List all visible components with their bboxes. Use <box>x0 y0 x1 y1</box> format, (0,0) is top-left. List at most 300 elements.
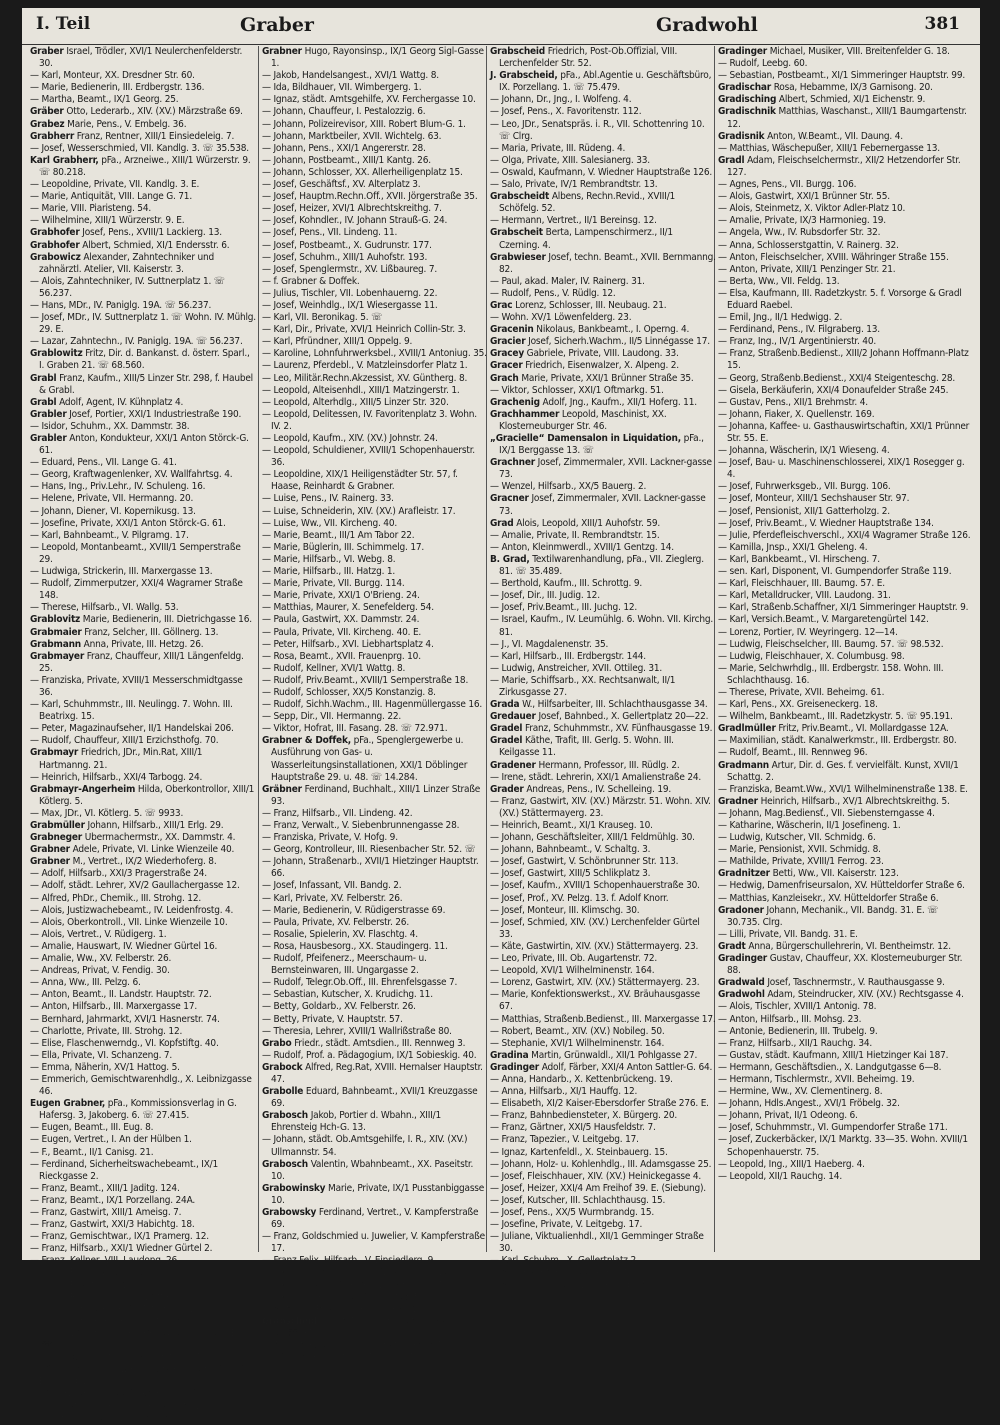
directory-entry <box>490 348 716 360</box>
entry-text: — Maximilian, städt. Kanalwerkmstr., III. Erdbergstr. 80. <box>718 735 957 747</box>
entry-text: — Ignaz, städt. Amtsgehilfe, XV. Ferchergasse 10. <box>262 94 476 106</box>
entry-text: — Alois, Oberkontroll., VII. Linke Wienzeile 10. <box>30 916 228 928</box>
directory-entry <box>490 1159 716 1171</box>
entry-text: — Josef, Geschäftsf., XV. Alterplatz 3. <box>262 179 421 191</box>
directory-entry <box>490 856 716 868</box>
entry-text: — Alois, Tischler, XVIII/1 Antonig. 78. <box>718 1001 877 1013</box>
entry-text: — Viktor, Schlosser, XXI/1 Oftmarkg. 51. <box>490 384 664 396</box>
entry-text: — Anna, Handarb., X. Kettenbrückeng. 19. <box>490 1073 673 1085</box>
entry-text: — Karl, Monteur, XX. Dresdner Str. 60. <box>30 70 195 82</box>
directory-entry <box>718 711 972 723</box>
entry-text: — Rudolf, Pfeifenerz., Meerschaum- u. Bernsteinwaren, III. Ungargasse 2. <box>262 953 427 977</box>
directory-entry <box>262 1001 488 1013</box>
directory-entry <box>262 203 488 215</box>
directory-entry <box>718 82 972 94</box>
entry-name: Gradener <box>490 759 536 771</box>
entry-text: — Josef, Weinhdlg., IX/1 Wiesergasse 11. <box>262 299 438 311</box>
entry-text: — Rudolf, Pens., V. Rüdlg. 12. <box>490 287 616 299</box>
directory-entry <box>262 989 488 1001</box>
entry-name: Gradlmüller <box>718 723 776 735</box>
entry-text: — Mathilde, Private, XVIII/1 Ferrog. 23. <box>718 856 884 868</box>
directory-entry <box>490 663 716 675</box>
directory-entry <box>30 989 256 1001</box>
entry-text: — Josef, Prof., XV. Pelzg. 13. f. Adolf Knorr. <box>490 892 669 904</box>
directory-entry <box>30 1074 256 1098</box>
directory-entry <box>718 808 972 820</box>
entry-text: Franz, Schuhmmstr., XV. Fünfhausgasse 19. <box>525 723 713 735</box>
directory-entry <box>30 602 256 614</box>
directory-entry <box>262 106 488 118</box>
directory-entry <box>262 264 488 276</box>
entry-name: Grabmayer <box>30 650 85 662</box>
entry-text: — Hedwig, Damenfriseursalon, XV. Hütteldorfer Straße 6. <box>718 880 965 892</box>
directory-entry <box>262 929 488 941</box>
directory-entry <box>718 106 972 130</box>
entry-text: — Karl, Schuhmmstr., III. Neulingg. 7. Wohn. III. Beatrixg. 15. <box>30 699 233 723</box>
entry-text: — Franz, Hilfsarb., XII/1 Rauchg. 34. <box>718 1037 873 1049</box>
entry-text: — Franz, Hilfsarb., VII. Lindeng. 42. <box>262 807 413 819</box>
entry-name: Grabner & Doffek, <box>262 735 351 747</box>
entry-text: — Alois, Steinmetz, X. Viktor Adler-Platz 10. <box>718 203 906 215</box>
entry-text: Marie, Bedienerin, III. Dietrichgasse 16. <box>82 614 252 626</box>
entry-name: Grabosch <box>262 1110 309 1122</box>
entry-name: Grabmaier <box>30 626 82 638</box>
entry-text: — Rosa, Hausbesorg., XX. Staudingerg. 11. <box>262 940 448 952</box>
directory-entry <box>490 493 716 517</box>
entry-text: — Max, JDr., VI. Kötlerg. 5. ☏ 9933. <box>30 807 184 819</box>
directory-entry <box>30 518 256 530</box>
entry-text: Friedrich, Eisenwalzer, X. Alpeng. 2. <box>525 360 679 372</box>
entry-text: Anton, Kondukteur, XXI/1 Anton Störck-G. 61. <box>39 433 249 457</box>
directory-entry <box>30 409 256 421</box>
directory-entry <box>262 651 488 663</box>
entry-text: — Josef, Gastwirt, V. Schönbrunner Str. 113. <box>490 856 679 868</box>
directory-entry <box>718 1159 972 1171</box>
directory-entry <box>718 651 972 663</box>
entry-text: — Johann, Dr., Jng., I. Wolfeng. 4. <box>490 94 632 106</box>
directory-entry <box>718 276 972 288</box>
directory-entry <box>30 772 256 784</box>
entry-text: — Marie, Bedienerin, III. Erdbergstr. 136. <box>30 82 205 94</box>
entry-text: — Josef, Kaufm., XVIII/1 Schopenhauerstraße 30. <box>490 880 700 892</box>
directory-entry <box>30 300 256 312</box>
entry-text: — Adolf, städt. Lehrer, XV/2 Gaullachergasse 12. <box>30 880 240 892</box>
entry-text: — Johann, Diener, VI. Kopernikusg. 13. <box>30 505 196 517</box>
entry-text: — Johann, Privat, II/1 Odeong. 6. <box>718 1110 858 1122</box>
entry-text: Josef, Sicherh.Wachm., II/5 Linnégasse 17. <box>528 336 710 348</box>
entry-text: — Rudolf, Sichh.Wachm., III. Hagenmüllergasse 16. <box>262 699 483 711</box>
entry-text: Berta, Lampenschirmerz., II/1 Czerning. 4. <box>499 227 673 251</box>
directory-entry <box>490 651 716 663</box>
entry-text: — Ignaz, Kartenfeldl., X. Steinbauerg. 15. <box>490 1146 668 1158</box>
directory-entry <box>490 917 716 941</box>
directory-entry <box>262 1340 488 1352</box>
entry-name: Graber <box>30 46 64 57</box>
entry-text: — Gustav, Pens., XII/1 Brehmstr. 4. <box>718 396 868 408</box>
directory-entry <box>262 469 488 493</box>
directory-entry <box>718 203 972 215</box>
entry-text: Leopold, Maschinist, XX. Klosterneuburger Str. 46. <box>499 408 667 432</box>
directory-entry <box>30 215 256 227</box>
directory-entry <box>718 723 972 735</box>
directory-entry <box>718 518 972 530</box>
entry-text: — Hermine, Ww., XV. Clementinerg. 8. <box>718 1086 883 1098</box>
directory-entry <box>718 639 972 651</box>
entry-text: — Marie, Gärtnerei, XXI/4 Hausfeldstr. 7. E. <box>490 1267 675 1279</box>
entry-text: — Hermann, Tischlermstr., XVII. Beheimg. 19. <box>718 1073 915 1085</box>
directory-entry <box>262 70 488 82</box>
directory-entry <box>262 252 488 264</box>
directory-entry <box>30 542 256 566</box>
directory-entry <box>30 1098 256 1122</box>
directory-entry <box>718 530 972 542</box>
entry-text: — Karl, Bankbeamt., VI. Hirscheng. 7. <box>718 553 880 565</box>
directory-entry <box>490 1134 716 1146</box>
entry-name: Grach <box>490 372 519 384</box>
entry-text: — Leo, Militär.Rechn.Akzessist, XV. Güntherg. 8. <box>262 372 468 384</box>
entry-text: — Julie, Pferdefleischverschl., XXI/4 Wagramer Straße 126. <box>718 529 971 541</box>
directory-entry <box>262 639 488 651</box>
entry-name: Grabler <box>30 433 67 444</box>
entry-name: Grad <box>490 517 514 529</box>
directory-entry <box>30 252 256 276</box>
directory-entry <box>490 1062 716 1074</box>
entry-text: — Franziska, Private, XVIII/1 Messerschmidtgasse 36. <box>30 674 243 698</box>
directory-entry <box>490 409 716 433</box>
entry-text: Betti, Ww., VII. Kaiserstr. 123. <box>772 868 899 880</box>
entry-name: Grabmann <box>30 638 81 650</box>
entry-name: Grachner <box>490 457 535 469</box>
entry-name: Gradnitzer <box>718 868 770 880</box>
directory-entry <box>718 227 972 239</box>
entry-text: — Sebastian, Postbeamt., XI/1 Simmeringer Hauptstr. 99. <box>718 70 966 82</box>
directory-entry <box>262 445 488 469</box>
directory-entry <box>30 1207 256 1219</box>
entry-name: Grablowitz <box>30 348 83 360</box>
entry-name: Gradel <box>490 735 523 747</box>
entry-text: — Hans, MDr., IV. Paniglg. 19A. ☏ 56.237. <box>30 299 212 311</box>
entry-text: — Leopoldine, Private, VII. Kandlg. 3. E. <box>30 179 200 191</box>
directory-entry <box>30 469 256 481</box>
directory-entry <box>262 735 488 783</box>
directory-entry <box>262 675 488 687</box>
entry-text: — Elsa, Kaufmann, III. Radetzkystr. 5. f. Vorsorge & Gradl Eduard Raebel. <box>718 287 962 311</box>
entry-text: — Josef, Priv.Beamt., V. Wiedner Hauptstraße 134. <box>718 517 934 529</box>
directory-entry <box>262 941 488 953</box>
entry-text: — Amalie, Ww., XV. Felberstr. 26. <box>30 953 172 965</box>
directory-entry <box>718 880 972 892</box>
directory-entry <box>718 784 972 796</box>
entry-text: Adam, Steindrucker, XIV. (XV.) Rechtsgasse 4. <box>767 989 964 1001</box>
directory-entry <box>490 1267 716 1279</box>
entry-text: Adolf, Jng., Kaufm., XII/1 Hoferg. 11. <box>542 396 697 408</box>
entry-text: — Anton, Fleischselcher, XVIII. Währinger Straße 155. <box>718 251 949 263</box>
directory-entry <box>30 1134 256 1146</box>
directory-entry <box>490 602 716 614</box>
directory-entry <box>490 312 716 324</box>
entry-text: Hilda, Oberkontrollor, XIII/1 Kötlerg. 5. <box>39 783 255 807</box>
entry-text: — Leopold, Alterhdlg., XIII/5 Linzer Str. 320. <box>262 396 449 408</box>
column-divider <box>258 46 259 1252</box>
entry-name: Grabmayr <box>30 747 79 759</box>
directory-entry <box>718 215 972 227</box>
entry-text: — Josef, Monteur, III. Klimschg. 30. <box>490 904 640 916</box>
directory-entry <box>30 1038 256 1050</box>
directory-entry <box>30 94 256 106</box>
entry-text: — Emma, Näherin, XV/1 Hattog. 5. <box>30 1061 180 1073</box>
entry-name: Grabez <box>30 118 65 130</box>
directory-entry <box>490 796 716 820</box>
entry-text: — Anna, Schlosserstgattin, V. Rainerg. 32. <box>718 239 899 251</box>
entry-text: — Agnes, Pens., VII. Burgg. 106. <box>718 179 857 191</box>
directory-entry <box>490 953 716 965</box>
entry-text: Franz, Rentner, XIII/1 Einsiedeleig. 7. <box>76 130 235 142</box>
entry-name: Gradina <box>490 1049 529 1061</box>
entry-text: — Josef, Pens., X. Favoritenstr. 112. <box>490 106 642 118</box>
entry-text: — sen. Karl, Disponent, VI. Gumpendorfer Straße 119. <box>718 566 952 578</box>
directory-entry <box>262 917 488 929</box>
directory-entry <box>262 687 488 699</box>
directory-entry <box>262 1316 488 1340</box>
entry-text: — Josef, Postbeamt., X. Gudrunstr. 177. <box>262 239 432 251</box>
directory-entry <box>490 167 716 179</box>
directory-entry <box>718 554 972 566</box>
directory-entry <box>718 627 972 639</box>
directory-entry <box>30 131 256 143</box>
entry-text: — Karl, Bahnbeamt., V. Pilgramg. 17. <box>30 529 189 541</box>
entry-text: Johann, Mechanik., VII. Bandg. 31. E. ☏ 30.735. Clrg. <box>727 904 939 928</box>
entry-name: Grabmayr-Angerheim <box>30 783 136 795</box>
entry-text: — Franziska, Private, V. Hofg. 9. <box>262 832 398 844</box>
directory-entry <box>262 215 488 227</box>
directory-column-1 <box>30 46 256 1424</box>
directory-entry <box>718 614 972 626</box>
directory-entry <box>490 300 716 312</box>
entry-text: — Rudolf, Kellner, XVI/1 Wattg. 8. <box>262 662 406 674</box>
directory-entry <box>718 58 972 70</box>
directory-entry <box>490 373 716 385</box>
entry-text: — Alois, Gastwirt, XXI/1 Brünner Str. 55. <box>718 191 890 203</box>
directory-entry <box>718 1014 972 1026</box>
directory-entry <box>30 1267 256 1279</box>
entry-text: — Johann, Polizeirevisor, XIII. Robert Blum-G. 1. <box>262 118 466 130</box>
directory-entry <box>30 106 256 118</box>
entry-text: — Franz, Straßenb.Bedienst., XIII/2 Johann Hoffmann-Platz 15. <box>718 348 969 372</box>
directory-entry <box>262 300 488 312</box>
entry-name: Grabl <box>30 396 57 408</box>
directory-entry <box>490 880 716 892</box>
entry-text: — Johann, Bahnbeamt., V. Schaltg. 3. <box>490 844 651 856</box>
directory-entry <box>262 1231 488 1255</box>
entry-text: — Eugen, Vertret., I. An der Hülben 1. <box>30 1134 192 1146</box>
entry-text: — Franz, Kellner, VIII. Laudong. 26. <box>30 1255 180 1267</box>
directory-entry <box>30 735 256 747</box>
entry-text: — Josef, Zuckerbäcker, IX/1 Marktg. 33—35. Wohn. XVIII/1 Schopenhauerstr. 75. <box>718 1134 968 1158</box>
section-label: I. Teil <box>36 14 91 34</box>
directory-entry <box>262 1183 488 1207</box>
entry-text: — Andreas, Privat, V. Fendig. 30. <box>30 965 170 977</box>
entry-text: — Leopoldine, XIX/1 Heiligenstädter Str. 57, f. Haase, Reinhardt & Grabner. <box>262 469 458 493</box>
directory-entry <box>490 191 716 215</box>
entry-name: „Gracielle“ Damensalon in Liquidation, <box>490 433 681 444</box>
entry-text: — Paula, Gastwirt, XX. Dammstr. 24. <box>262 614 420 626</box>
entry-text: — Marie, Hilfsarb., VI. Webg. 8. <box>262 553 396 565</box>
entry-text: Friedrich, Post-Ob.Offizial, VIII. Lerchenfelder Str. 52. <box>499 46 678 70</box>
entry-text: — Marie, VIII. Piaristeng. 54. <box>30 203 151 215</box>
entry-text: — Karl, VII. Beronikag. 5. ☏ <box>262 312 383 324</box>
directory-entry <box>490 227 716 251</box>
entry-name: Gradisching <box>718 94 777 106</box>
entry-text: Gustav, Chauffeur, XX. Klosterneuburger Str. 88. <box>727 953 963 977</box>
entry-name: Grabscheid <box>262 1315 318 1327</box>
directory-entry <box>718 1001 972 1013</box>
entry-text: Matthias, Waschanst., XIII/1 Baumgartenstr. 12. <box>727 106 967 130</box>
directory-entry <box>490 578 716 590</box>
directory-entry <box>718 699 972 711</box>
entry-text: — Wohn. XV/1 Löwenfelderg. 23. <box>490 312 632 324</box>
entry-text: Franz, Kaufm., XIII/5 Linzer Str. 298, f. Haubel & Grabl. <box>39 372 253 396</box>
directory-entry <box>262 614 488 626</box>
entry-text: — Eugen, Beamt., III. Eug. 8. <box>30 1122 154 1134</box>
entry-text: Anna, Private, III. Hetzg. 26. <box>83 638 204 650</box>
directory-entry <box>30 336 256 348</box>
entry-text: — Leopold, Alteisenhdl., XIII/1 Matzingerstr. 1. <box>262 384 460 396</box>
directory-entry <box>30 614 256 626</box>
directory-entry <box>718 1171 972 1183</box>
entry-name: Gradoner <box>718 904 764 916</box>
directory-entry <box>262 360 488 372</box>
entry-text: — Josef, Pens., VII. Lindeng. 11. <box>262 227 398 239</box>
entry-text: Franz, Selcher, III. Göllnerg. 13. <box>84 626 219 638</box>
entry-text: — Franz, Ing., IV/1 Argentinierstr. 40. <box>718 336 876 348</box>
entry-text: — Josef, Pensionist, XII/1 Gatterholzg. 2. <box>718 505 890 517</box>
directory-entry <box>30 1159 256 1183</box>
directory-entry <box>718 70 972 82</box>
entry-name: Grader <box>490 783 524 795</box>
entry-text: — Therese, Hilfsarb., VI. Wallg. 53. <box>30 602 179 614</box>
directory-entry <box>490 772 716 784</box>
entry-text: — Karl, Pens., XX. Greiseneckerg. 18. <box>718 699 878 711</box>
entry-text: W., Hilfsarbeiter, III. Schlachthausgasse 34. <box>522 699 708 711</box>
directory-entry <box>262 530 488 542</box>
directory-entry <box>490 905 716 917</box>
directory-entry <box>262 179 488 191</box>
directory-entry <box>30 880 256 892</box>
entry-text: — Franz, Schlosser, XII/1 Maternag. 32. <box>30 1303 199 1315</box>
entry-text: — Franziska, Beamt.Ww., XVI/1 Wilhelminenstraße 138. E. <box>718 783 968 795</box>
entry-text: — Johann, Holz- u. Kohlenhdlg., III. Adamsgasse 25. <box>490 1158 712 1170</box>
directory-entry <box>30 1062 256 1074</box>
entry-text: Adam, Fleischselchermstr., XII/2 Hetzendorfer Str. 127. <box>727 154 961 178</box>
entry-name: Grabler <box>30 408 67 420</box>
entry-text: — Johann, Geschäftsleiter, XIII/1 Feldmühlg. 30. <box>490 832 695 844</box>
directory-entry <box>718 941 972 953</box>
entry-text: — Franz, Gastwirt, XIV. (XV.) Märzstr. 51. Wohn. XIV. (XV.) Stättermayerg. 23. <box>490 795 711 819</box>
entry-text: — Marie, Schiffsarb., XX. Rechtsanwalt, II/1 Zirkusgasse 27. <box>490 674 676 698</box>
entry-text: — Marie, Beamt., III/1 Am Tabor 22. <box>262 529 415 541</box>
directory-entry <box>490 820 716 832</box>
entry-text: — Therese, Private, XVII. Beheimg. 61. <box>718 686 885 698</box>
entry-text: — Josefine, Private, V. Leitgebg. 17. <box>490 1219 643 1231</box>
entry-text: — Emil, Jng., II/1 Hedwigg. 2. <box>718 312 843 324</box>
directory-entry <box>490 1207 716 1219</box>
entry-text: — Lilli, Private, VII. Bandg. 31. E. <box>718 928 858 940</box>
directory-entry <box>718 1026 972 1038</box>
entry-text: — Franz, Beamt., XIII/1 Jaditg. 124. <box>30 1182 180 1194</box>
directory-entry <box>30 965 256 977</box>
directory-entry <box>262 784 488 808</box>
directory-entry <box>490 1171 716 1183</box>
directory-entry <box>262 240 488 252</box>
entry-text: — Josef, Wesserschmied, VII. Kandlg. 3. ☏ 35.538. <box>30 142 249 154</box>
entry-text: — Gisela, Parfümeriewar. u. Kerzenverschl., XVIII/1 Blumeng. 20. <box>30 1364 248 1388</box>
directory-entry <box>718 929 972 941</box>
entry-text: — Marie, Büglerin, III. Schimmelg. 17. <box>262 541 425 553</box>
entry-text: — Hermann, Vertret., II/1 Bereinsg. 12. <box>490 215 657 227</box>
directory-entry <box>490 977 716 989</box>
entry-text: — Josef, Priv.Beamt., III. Juchg. 12. <box>490 602 638 614</box>
directory-column-4 <box>718 46 972 1252</box>
directory-entry <box>718 905 972 929</box>
entry-text: Albert, MDr., Zahnarzt, III. Steinerng. 12. ☏ 97.081. <box>271 1315 478 1339</box>
directory-entry <box>718 796 972 808</box>
directory-entry <box>718 191 972 203</box>
entry-text: — J., VI. Magdalenenstr. 35. <box>490 638 609 650</box>
directory-entry <box>718 663 972 687</box>
directory-entry <box>262 1134 488 1158</box>
entry-text: — Franz, Schneider, XIII/1 Jauferkeg. 9. <box>30 1315 197 1327</box>
directory-entry <box>262 1292 488 1304</box>
entry-text: Franz, Chauffeur, XIII/1 Längenfeldg. 25. <box>39 650 244 674</box>
entry-text: — Marie, Bedienerin, V. Rüdigerstrasse 69. <box>262 904 446 916</box>
directory-entry <box>262 324 488 336</box>
entry-text: Anna, Bürgerschullehrerin, VI. Bentheimstr. 12. <box>748 940 951 952</box>
entry-text: — Alois, Justizwachebeamt., IV. Leidenfrostg. 4. <box>30 904 234 916</box>
directory-entry <box>718 542 972 554</box>
directory-entry <box>30 699 256 723</box>
directory-entry <box>718 1038 972 1050</box>
entry-name: Grachhammer <box>490 408 560 420</box>
directory-entry <box>490 868 716 880</box>
entry-text: Josef, Bahnbed., X. Gellertplatz 20—22. <box>538 711 709 723</box>
entry-text: Otto, Lederarb., XIV. (XV.) Märzstraße 69. <box>66 106 243 118</box>
directory-entry <box>262 191 488 203</box>
directory-entry <box>718 240 972 252</box>
directory-entry <box>490 106 716 118</box>
directory-entry <box>262 493 488 505</box>
entry-text: Martin, Grünwaldl., XII/1 Pohlgasse 27. <box>531 1049 698 1061</box>
entry-text: — Olga, Private, XIII. Salesianerg. 33. <box>490 154 650 166</box>
directory-entry <box>718 893 972 905</box>
entry-text: — Josef, Fuhrwerksgeb., VII. Burgg. 106. <box>718 481 891 493</box>
entry-text: — Leo, Private, III. Ob. Augartenstr. 72. <box>490 953 658 965</box>
entry-text: — Franz, Gastwirt, XXI/3 Habichtg. 18. <box>30 1219 195 1231</box>
directory-entry <box>30 929 256 941</box>
entry-text: — Marie, Hilfsarb., III. Hatzg. 1. <box>262 566 396 578</box>
directory-entry <box>30 784 256 808</box>
directory-entry <box>262 1086 488 1110</box>
directory-entry <box>30 1364 256 1388</box>
directory-entry <box>262 46 488 70</box>
entry-text: Ferdinand, Buchhalt., XIII/1 Linzer Straße 93. <box>271 783 481 807</box>
entry-text: — Friederike, Private, III. Fasang 17. <box>262 1352 416 1364</box>
entry-name: Gracey <box>490 348 524 360</box>
directory-entry <box>30 1304 256 1316</box>
directory-entry <box>262 723 488 735</box>
directory-entry <box>718 94 972 106</box>
directory-entry <box>30 578 256 602</box>
entry-text: Eduard, Bahnbeamt., XVII/1 Kreuzgasse 69. <box>271 1086 478 1110</box>
